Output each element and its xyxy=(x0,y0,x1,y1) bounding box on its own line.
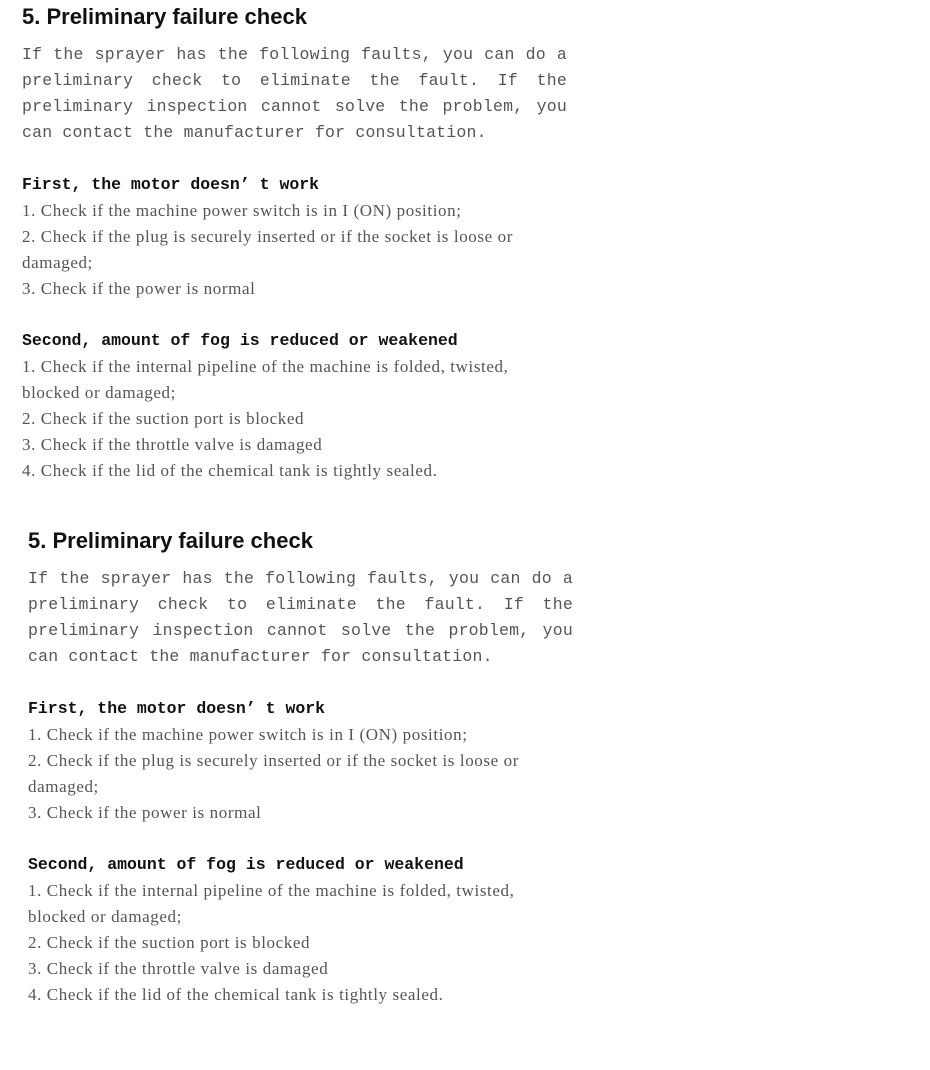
list-item: 2. Check if the plug is securely inserted or if the socket is loose or damaged; xyxy=(28,751,519,796)
list-item: 3. Check if the throttle valve is damaged xyxy=(28,959,329,978)
section-title: 5. Preliminary failure check xyxy=(22,4,307,29)
group-heading-motor: First, the motor doesn’ t work xyxy=(28,699,326,718)
failure-check-section-2 xyxy=(28,526,573,1008)
list-item: 2. Check if the plug is securely inserted or if the socket is loose or damaged; xyxy=(22,227,513,272)
list-item: 1. Check if the internal pipeline of the machine is folded, twisted, blocked or damaged; xyxy=(22,357,509,402)
list-item: 2. Check if the suction port is blocked xyxy=(22,409,305,428)
section-title: 5. Preliminary failure check xyxy=(28,528,313,553)
group-heading-motor: First, the motor doesn’ t work xyxy=(22,175,320,194)
failure-check-section-1 xyxy=(22,4,567,484)
list-item: 4. Check if the lid of the chemical tank is tightly sealed. xyxy=(28,985,444,1004)
list-item: 1. Check if the internal pipeline of the machine is folded, twisted, blocked or damaged; xyxy=(28,881,515,926)
list-item: 1. Check if the machine power switch is in I (ON) position; xyxy=(28,725,468,744)
list-item: 2. Check if the suction port is blocked xyxy=(28,933,311,952)
list-item: 1. Check if the machine power switch is in I (ON) position; xyxy=(22,201,462,220)
list-item: 3. Check if the power is normal xyxy=(22,279,256,298)
group-heading-fog: Second, amount of fog is reduced or weakened xyxy=(22,331,458,350)
group-heading-fog: Second, amount of fog is reduced or weakened xyxy=(28,855,464,874)
list-item: 3. Check if the power is normal xyxy=(28,803,262,822)
list-item: 3. Check if the throttle valve is damaged xyxy=(22,435,323,454)
intro-paragraph: If the sprayer has the following faults, you can do a preliminary check to eliminate the fault. If the preliminary inspection cannot solve the problem, you can contact the manufacturer for consultation. xyxy=(22,45,567,142)
list-item: 4. Check if the lid of the chemical tank is tightly sealed. xyxy=(22,461,438,480)
intro-paragraph: If the sprayer has the following faults, you can do a preliminary check to eliminate the fault. If the preliminary inspection cannot solve the problem, you can contact the manufacturer for consultation. xyxy=(28,569,573,666)
